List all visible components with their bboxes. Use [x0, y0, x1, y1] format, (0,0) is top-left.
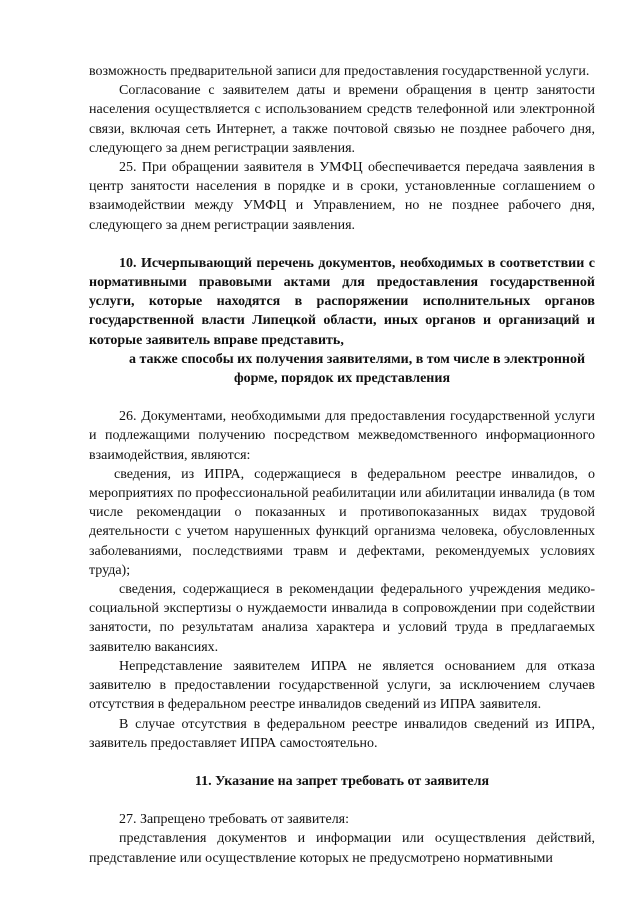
paragraph-coordination: Согласование с заявителем даты и времени обращения в центр занятости населения осуществляется с использованием средств телефонной или электронной связи, включая сеть Интернет, а также почтовой связью не позднее рабочего дня, следующего за днем регистрации заявления. — [89, 83, 595, 156]
section-10-heading-tail: а также способы их получения заявителями, в том числе в электронной форме, порядок их представления — [128, 351, 586, 387]
paragraph-prohibited-requirements: представления документов и информации или осуществления действий, представление или осуществление которых не предусмотрено нормативными — [89, 831, 595, 866]
paragraph-ipra-absent: В случае отсутствия в федеральном реестре инвалидов сведений из ИПРА, заявитель предоставляет ИПРА самостоятельно. — [89, 716, 595, 751]
paragraph-26: 26. Документами, необходимыми для предоставления государственной услуги и подлежащими получению посредством межведомственного информационного взаимодействия, являются: — [89, 409, 595, 463]
paragraph-continuation: возможность предварительной записи для предоставления государственной услуги. — [89, 64, 590, 79]
paragraph-mse-recommendation: сведения, содержащиеся в рекомендации федерального учреждения медико-социальной экспертизы о нуждаемости инвалида в сопровождении при содействии занятости, по результатам анализа характера и условий труда в предлагаемых заявителю вакансиях. — [89, 582, 595, 655]
section-10-heading-main: 10. Исчерпывающий перечень документов, необходимых в соответствии с нормативными правовыми актами для предоставления государственной услуги, которые находятся в распоряжении исполнительных органов государственной власти Липецкой области, иных органов и организаций и которые заявитель вправе представить, — [89, 255, 595, 348]
paragraph-ipra-not-provided: Непредставление заявителем ИПРА не является основанием для отказа заявителю в предоставлении государственной услуги, за исключением случаев отсутствия в федеральном реестре инвалидов сведений из ИПРА заявителя. — [89, 658, 595, 713]
paragraph-ipra-info: сведения, из ИПРА, содержащиеся в федеральном реестре инвалидов, о мероприятиях по профессиональной реабилитации или абилитации инвалида (в том числе рекомендации о показанных и противопоказанных видах трудовой деятельности с учетом нарушенных функций организма человека, обусловленных заболеваниями, последствиями травм и дефектами, рекомендуемых условиях труда); — [89, 466, 595, 578]
section-10-heading — [89, 254, 595, 388]
paragraph-25: 25. При обращении заявителя в УМФЦ обеспечивается передача заявления в центр занятости населения в порядке и в сроки, установленные соглашением о взаимодействии между УМФЦ и Управлением, но не позднее рабочего дня, следующего за днем регистрации заявления. — [89, 160, 595, 233]
document-text — [89, 62, 595, 868]
paragraph-27: 27. Запрещено требовать от заявителя: — [119, 812, 350, 828]
section-11-heading: 11. Указание на запрет требовать от заявителя — [194, 773, 490, 789]
